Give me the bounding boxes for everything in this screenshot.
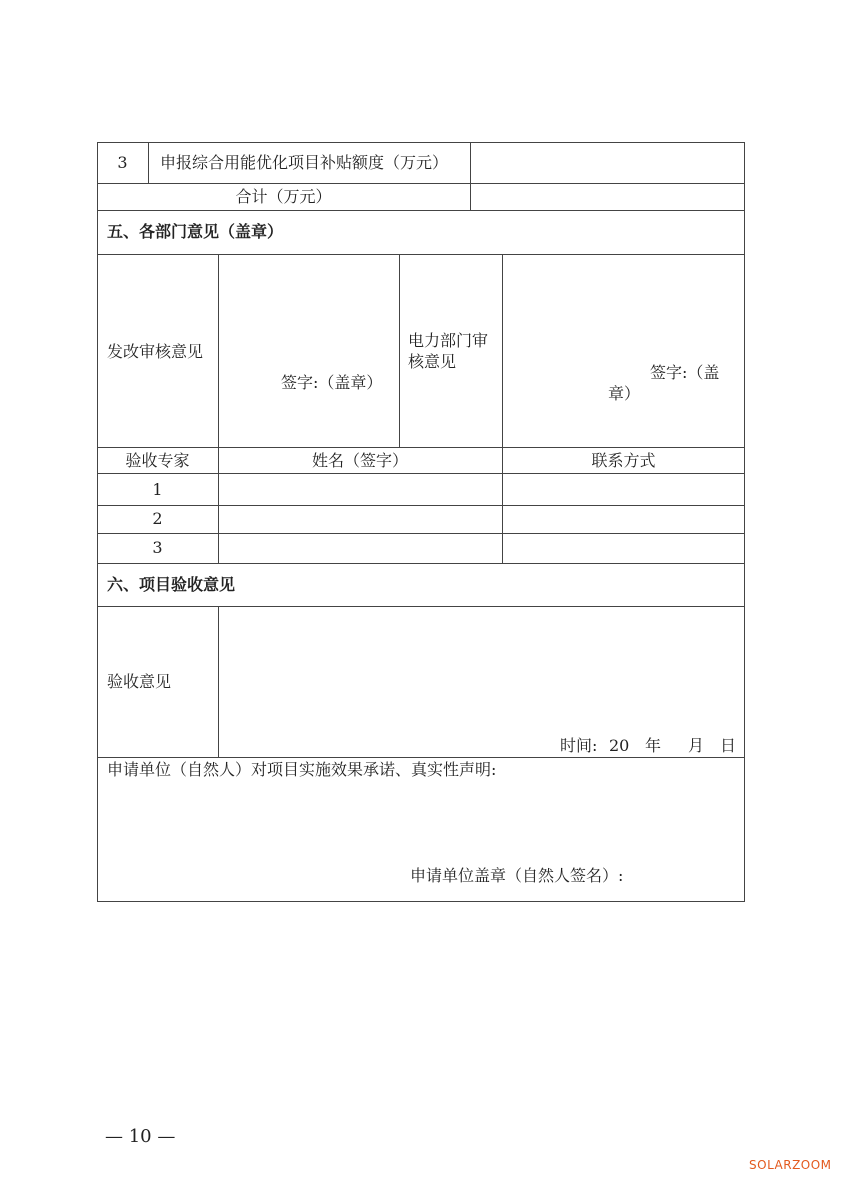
row-divider [97,757,745,758]
fagai-label: 发改审核意见 [107,342,204,361]
row-divider [97,183,745,184]
total-label: 合计（万元） [235,187,332,206]
row-divider [97,563,745,564]
contact-header: 联系方式 [591,451,656,470]
expert-number: 3 [152,538,163,557]
col-divider [218,606,219,757]
row-divider [97,533,745,534]
power-label-line2: 核意见 [408,352,457,371]
col-divider [148,142,149,183]
expert-number: 2 [152,509,163,528]
day-label: 日 [720,736,737,755]
name-header: 姓名（签字） [311,451,408,470]
year-label: 年 [645,736,662,755]
section-title: 五、各部门意见（盖章） [107,222,284,241]
col-divider [399,254,400,447]
row-divider [97,447,745,448]
power-signature-line1: 签字:（盖 [650,363,720,382]
expert-header: 验收专家 [125,451,190,470]
col-divider [218,254,219,563]
row-divider [97,473,745,474]
power-signature-line2: 章） [608,384,641,403]
month-label: 月 [688,736,705,755]
section-title: 六、项目验收意见 [107,575,236,594]
subsidy-label: 申报综合用能优化项目补贴额度（万元） [160,153,449,172]
row-divider [97,606,745,607]
watermark-logo: SOLARZOOM [749,1158,832,1172]
acceptance-label: 验收意见 [107,672,172,691]
page-number: — 10 — [105,1126,176,1147]
col-divider [502,254,503,563]
expert-number: 1 [152,480,163,499]
row-number: 3 [117,153,128,172]
time-label: 时间: [560,736,598,755]
col-divider [470,142,471,210]
row-divider [97,210,745,211]
declaration-text: 申请单位（自然人）对项目实施效果承诺、真实性声明: [107,760,497,779]
row-divider [97,254,745,255]
seal-label: 申请单位盖章（自然人签名）: [410,866,624,885]
power-label-line1: 电力部门审 [408,331,489,350]
year-prefix: 20 [609,736,630,755]
row-divider [97,505,745,506]
fagai-signature: 签字:（盖章） [281,373,383,392]
